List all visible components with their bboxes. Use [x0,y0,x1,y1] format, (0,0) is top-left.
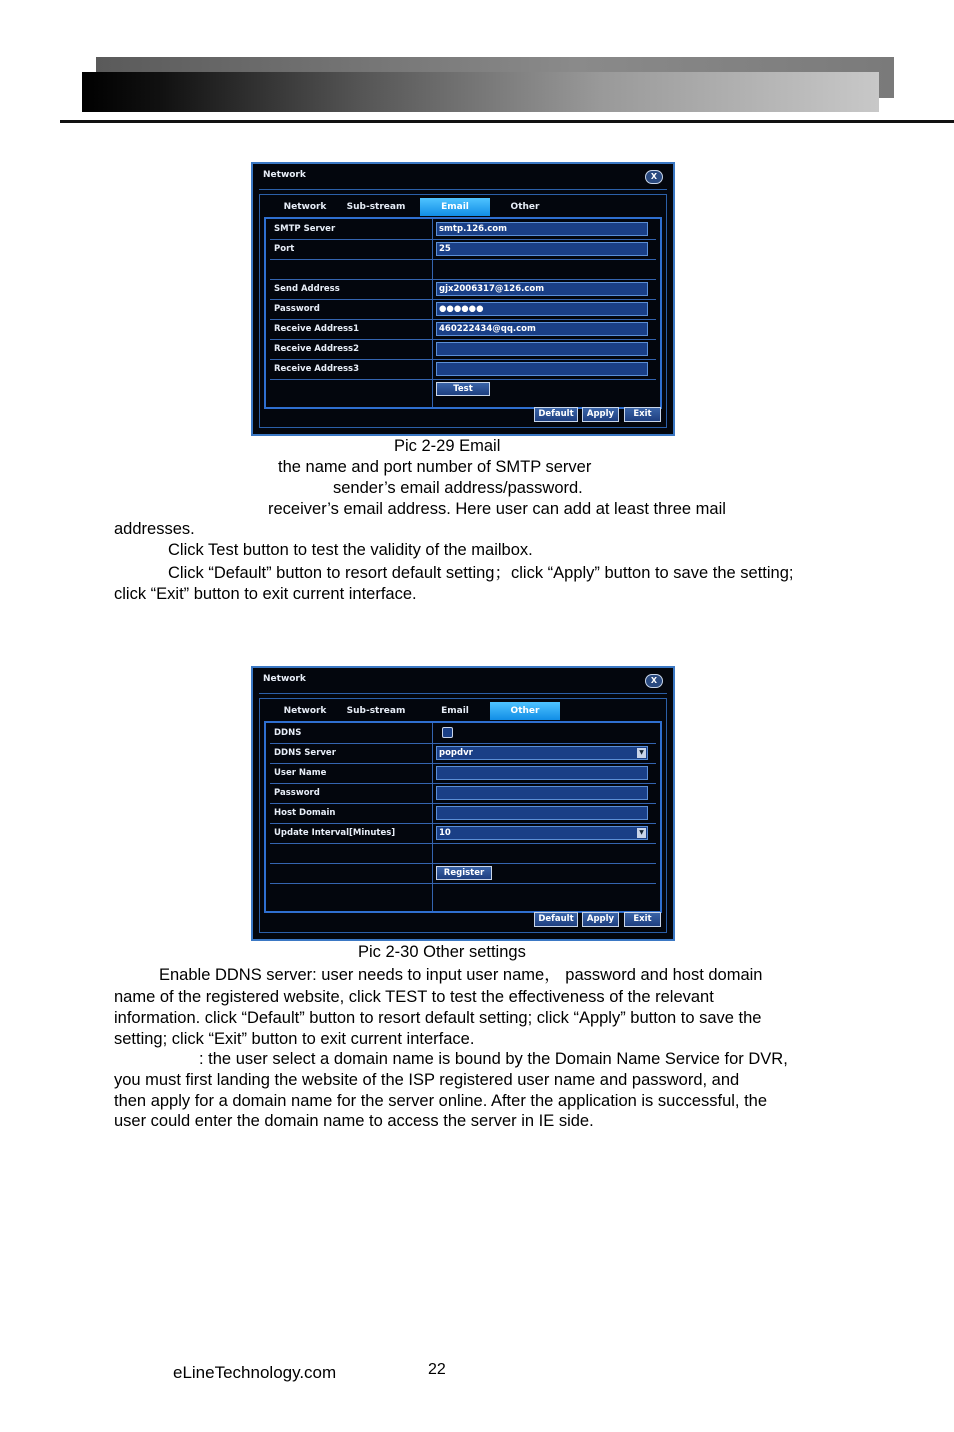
email-desc-default-2: click “Exit” button to exit current interface. [114,585,417,603]
table-row [270,763,656,784]
apply-button[interactable]: Apply [582,407,619,422]
table-row [270,883,656,903]
receive-address2-input[interactable] [436,342,648,356]
settings-table [264,217,662,409]
receive-address1-label: Receive Address1 [274,324,360,334]
title-divider [259,189,667,190]
password-label: Password [274,304,320,314]
receive-address1-input[interactable]: 460222434@qq.com [436,322,648,336]
receive-address3-input[interactable] [436,362,648,376]
table-row [270,219,656,240]
ddns-server-label: DDNS Server [274,748,336,758]
user-name-input[interactable] [436,766,648,780]
other-desc-line-2: name of the registered website, click TEST to test the effectiveness of the relevant [114,988,714,1006]
panel-frame [259,194,667,428]
title-divider [259,693,667,694]
table-row [270,319,656,340]
tab-sub-stream[interactable]: Sub-stream [346,202,406,212]
email-settings-screenshot [251,162,675,436]
host-domain-input[interactable] [436,806,648,820]
table-row [270,379,656,399]
other-desc-line-7: then apply for a domain name for the server online. After the application is successful, the [114,1092,768,1110]
window-title: Network [263,170,306,180]
default-button[interactable]: Default [534,407,578,422]
tab-other[interactable]: Other [490,702,560,720]
table-row [270,239,656,260]
update-interval-select[interactable] [436,826,648,840]
smtp-server-label: SMTP Server [274,224,336,234]
table-row [270,743,656,764]
apply-button[interactable]: Apply [582,912,619,927]
table-row [270,783,656,804]
panel-frame [259,698,667,933]
table-row [270,259,656,280]
table-row [270,803,656,824]
table-row [270,359,656,380]
password-input[interactable]: ●●●●●● [436,302,648,316]
email-desc-test: Click Test button to test the validity of the mailbox. [168,541,533,559]
register-button[interactable]: Register [436,866,492,880]
ddns-checkbox[interactable] [442,727,453,738]
test-button[interactable]: Test [436,382,490,396]
default-button[interactable]: Default [534,912,578,927]
port-label: Port [274,244,295,254]
table-row [270,279,656,300]
table-row [270,723,656,744]
other-desc-line-5: : the user select a domain name is bound by the Domain Name Service for DVR, [199,1050,788,1068]
other-desc-line-6: you must first landing the website of the ISP registered user name and password, and [114,1071,740,1089]
other-desc-line-4: setting; click “Exit” button to exit current interface. [114,1030,475,1048]
send-address-input[interactable]: gjx2006317@126.com [436,282,648,296]
table-row [270,863,656,884]
receive-address2-label: Receive Address2 [274,344,360,354]
update-interval-value: 10 [439,828,451,838]
footer-site: eLineTechnology.com [173,1363,337,1382]
table-row [270,823,656,844]
page-number: 22 [428,1361,446,1378]
exit-button[interactable]: Exit [624,912,661,927]
email-desc-receive-2: addresses. [114,520,195,538]
ddns-label: DDNS [274,728,302,738]
close-icon[interactable]: X [645,674,663,688]
other-desc-line-1: Enable DDNS server: user needs to input user name， password and host domain [159,966,763,984]
ddns-server-select[interactable] [436,746,648,760]
password-input[interactable] [436,786,648,800]
host-domain-label: Host Domain [274,808,336,818]
header-rule [60,120,954,123]
tab-sub-stream[interactable]: Sub-stream [346,706,406,716]
email-desc-send: sender’s email address/password. [333,479,583,497]
chevron-down-icon[interactable]: ▼ [637,828,646,838]
other-caption: Pic 2-30 Other settings [358,943,526,961]
email-desc-smtp: the name and port number of SMTP server [278,458,592,476]
user-name-label: User Name [274,768,327,778]
tab-network[interactable]: Network [283,202,327,212]
tab-email[interactable]: Email [441,706,469,716]
header-bar-front [82,72,879,112]
table-row [270,843,656,864]
other-desc-line-3: information. click “Default” button to resort default setting; click “Apply” button to save the [114,1009,762,1027]
email-desc-default-1: Click “Default” button to resort default setting；click “Apply” button to save the setting; [168,564,794,582]
ddns-server-value: popdvr [439,748,473,758]
settings-table [264,721,662,913]
close-icon[interactable]: X [645,170,663,184]
port-input[interactable]: 25 [436,242,648,256]
update-interval-label: Update Interval[Minutes] [274,828,396,838]
receive-address3-label: Receive Address3 [274,364,360,374]
tab-other[interactable]: Other [510,202,540,212]
tab-network[interactable]: Network [283,706,327,716]
window-title: Network [263,674,306,684]
exit-button[interactable]: Exit [624,407,661,422]
send-address-label: Send Address [274,284,340,294]
smtp-server-input[interactable]: smtp.126.com [436,222,648,236]
tab-email[interactable]: Email [420,198,490,216]
table-row [270,299,656,320]
table-row [270,339,656,360]
email-desc-receive-1: receiver’s email address. Here user can add at least three mail [268,500,726,518]
email-caption: Pic 2-29 Email [394,437,501,455]
chevron-down-icon[interactable]: ▼ [637,748,646,758]
other-desc-line-8: user could enter the domain name to access the server in IE side. [114,1112,594,1130]
other-settings-screenshot [251,666,675,941]
password-label: Password [274,788,320,798]
